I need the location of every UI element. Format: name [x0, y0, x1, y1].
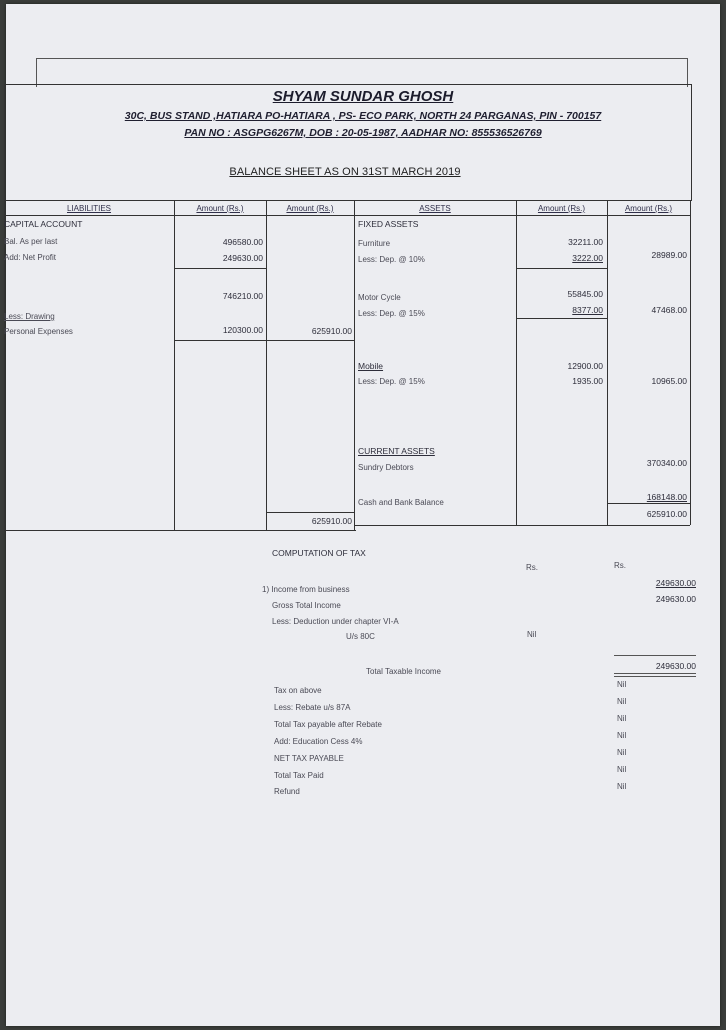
personal-expenses-label: Personal Expenses [4, 327, 73, 336]
current-assets-heading: CURRENT ASSETS [358, 446, 435, 456]
drawing-value: 120300.00 [222, 325, 263, 335]
motor-cycle-label: Motor Cycle [358, 293, 401, 302]
taxable-bottom-line [614, 673, 696, 674]
mobile-dep-label: Less: Dep. @ 15% [358, 377, 425, 386]
col-header-amount: Amount (Rs.) [286, 204, 334, 213]
assets-grand-total: 625910.00 [646, 509, 687, 519]
mobile-net: 10965.00 [651, 376, 687, 386]
tax-row-value: Nil [617, 714, 627, 723]
section-80c-value: Nil [527, 630, 537, 639]
capital-subtotal: 746210.00 [222, 291, 263, 301]
tax-row-value: Nil [617, 680, 627, 689]
tax-row-label: Add: Education Cess 4% [274, 737, 363, 746]
section-80c-label: U/s 80C [346, 632, 375, 641]
col-border [266, 200, 267, 530]
tax-row-value: Nil [617, 731, 627, 740]
motor-cycle-net: 47468.00 [651, 305, 687, 315]
cash-bank-value: 168148.00 [646, 492, 687, 502]
id-line: PAN NO : ASGPG6267M, DOB : 20-05-1987, AADHAR NO: 855536526769 [184, 127, 542, 139]
tax-row-value: Nil [617, 765, 627, 774]
capital-total: 625910.00 [311, 326, 352, 336]
motor-cycle-dep-label: Less: Dep. @ 15% [358, 309, 425, 318]
total-line [266, 512, 354, 513]
cash-bank-label: Cash and Bank Balance [358, 498, 444, 507]
asset-total-line [607, 503, 690, 504]
table-top-border [4, 200, 690, 201]
top-border [36, 58, 688, 87]
address-line: 30C, BUS STAND ,HATIARA PO-HATIARA , PS- ECO PARK, NORTH 24 PARGANAS, PIN - 700157 [124, 110, 602, 122]
col-border [607, 200, 608, 525]
income-business-label: 1) Income from business [262, 585, 350, 594]
income-business-value: 249630.00 [655, 578, 696, 588]
col-border [4, 200, 5, 530]
gross-total-label: Gross Total Income [272, 601, 341, 610]
deduction-label: Less: Deduction under chapter VI-A [272, 617, 399, 626]
tax-row-label: Refund [274, 787, 300, 796]
header-row-border [4, 215, 690, 216]
asset-amount-line [516, 268, 607, 269]
taxable-income-value: 249630.00 [655, 661, 696, 671]
mobile-label: Mobile [358, 361, 384, 371]
table-bottom-border [354, 525, 690, 526]
balance-value: 496580.00 [222, 237, 263, 247]
tax-row-label: NET TAX PAYABLE [274, 754, 344, 763]
drawing-label: Less: Drawing [4, 312, 55, 321]
balance-sheet-title: BALANCE SHEET AS ON 31ST MARCH 2019 [229, 166, 461, 178]
furniture-value: 32211.00 [568, 237, 603, 247]
gross-total-value: 249630.00 [655, 594, 696, 604]
net-profit-value: 249630.00 [222, 253, 263, 263]
mobile-value: 12900.00 [567, 361, 603, 371]
fixed-assets-heading: FIXED ASSETS [358, 219, 419, 229]
col-header-amount: Amount (Rs.) [624, 204, 673, 213]
sundry-debtors-label: Sundry Debtors [358, 463, 414, 472]
col-header-amount: Amount (Rs.) [196, 204, 244, 213]
taxable-top-line [614, 655, 696, 656]
rs-header: Rs. [526, 563, 538, 572]
subtotal-line [174, 268, 266, 269]
tax-row-label: Tax on above [274, 686, 322, 695]
amount-section-line [174, 340, 354, 341]
sundry-debtors-value: 370340.00 [646, 458, 687, 468]
net-profit-label: Add: Net Profit [4, 253, 57, 262]
proprietor-name: SHYAM SUNDAR GHOSH [272, 88, 454, 105]
col-border [690, 200, 691, 525]
tax-row-label: Less: Rebate u/s 87A [274, 703, 351, 712]
balance-label: Bal. As per last [4, 237, 58, 246]
tax-row-value: Nil [617, 748, 627, 757]
motor-cycle-value: 55845.00 [567, 289, 603, 299]
col-header-liabilities: LIABILITIES [66, 204, 112, 213]
tax-row-label: Total Tax Paid [274, 771, 324, 780]
taxable-income-label: Total Taxable Income [366, 667, 442, 676]
furniture-dep-label: Less: Dep. @ 10% [358, 255, 425, 264]
rs-header: Rs. [614, 561, 626, 570]
taxable-bottom-line [614, 676, 696, 677]
mobile-dep-value: 1935.00 [572, 376, 603, 386]
tax-row-value: Nil [617, 782, 627, 791]
motor-cycle-dep-value: 8377.00 [572, 305, 603, 315]
furniture-label: Furniture [358, 239, 391, 248]
col-header-amount: Amount (Rs.) [537, 204, 586, 213]
asset-amount-line [516, 318, 607, 319]
col-header-assets: ASSETS [419, 204, 451, 213]
table-bottom-border [4, 530, 356, 531]
tax-row-value: Nil [617, 697, 627, 706]
liabilities-grand-total: 625910.00 [311, 516, 352, 526]
capital-account-heading: CAPITAL ACCOUNT [4, 219, 83, 229]
col-border [354, 200, 355, 530]
furniture-dep-value: 3222.00 [572, 253, 603, 263]
furniture-net: 28989.00 [651, 250, 687, 260]
tax-title: COMPUTATION OF TAX [272, 548, 366, 558]
col-border [174, 200, 175, 530]
tax-row-label: Total Tax payable after Rebate [274, 720, 382, 729]
